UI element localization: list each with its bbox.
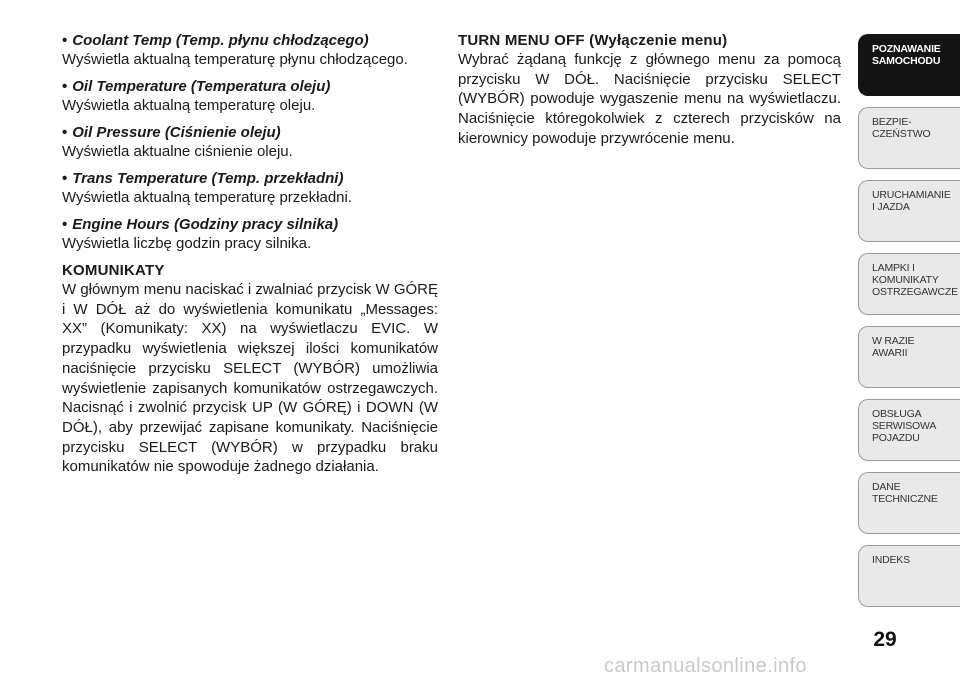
- section-title-turn-menu-off: TURN MENU OFF (Wyłączenie menu): [458, 32, 728, 49]
- bullet-icon: •: [62, 32, 68, 49]
- bullet-list: [62, 31, 438, 253]
- bullet-icon: •: [62, 216, 68, 233]
- bullet-title: • Engine Hours (Godziny pracy silnika): [62, 216, 339, 233]
- tab-dane-techniczne[interactable]: DANE TECHNICZNE: [858, 472, 960, 534]
- bullet-desc: Wyświetla aktualną temperaturę płynu chłodzącego.: [62, 51, 408, 68]
- right-column: [458, 31, 841, 149]
- section-text-turn-menu-off: Wybrać żądaną funkcję z głównego menu za pomocą przycisku W DÓŁ. Naciśnięcie przycisku SELECT (WYBÓR) powoduje wygaszenie menu na wyświetlaczu. Naciśnięcie któregokolwiek z czterech przycisków na kierownicy powoduje przywrócenie menu.: [458, 51, 841, 147]
- bullet-title: • Oil Temperature (Temperatura oleju): [62, 78, 331, 95]
- bullet-icon: •: [62, 78, 68, 95]
- section-text-komunikaty: W głównym menu naciskać i zwalniać przycisk W GÓRĘ i W DÓŁ aż do wyświetlenia komunikatu „Messages: XX” (Komunikaty: XX) na wyświetlaczu EVIC. W przypadku wyświetlenia większej ilości komunikatów naciśnięcie przycisku SELECT (WYBÓR) umożliwia wyświetlenie zapisanych komunikatów ostrzegawczych. Nacisnąć i zwolnić przycisk UP (W GÓRĘ) i DOWN (W DÓŁ), aby przewijać zapisane komunikaty. Naciśnięcie przycisku SELECT (WYBÓR) w przypadku braku komunikatów nie spowoduje żadnego działania.: [62, 281, 438, 476]
- bullet-desc: Wyświetla aktualne ciśnienie oleju.: [62, 143, 293, 160]
- section-title-komunikaty: KOMUNIKATY: [62, 262, 165, 279]
- bullet-desc: Wyświetla aktualną temperaturę oleju.: [62, 97, 316, 114]
- watermark: carmanualsonline.info: [604, 655, 807, 677]
- bullet-desc: Wyświetla aktualną temperaturę przekładni.: [62, 189, 353, 206]
- tab-indeks[interactable]: INDEKS: [858, 545, 960, 607]
- bullet-icon: •: [62, 170, 68, 187]
- tab-w-razie-awarii[interactable]: W RAZIE AWARII: [858, 326, 960, 388]
- page-number: 29: [873, 628, 897, 651]
- chapter-tabs: [858, 34, 960, 618]
- bullet-desc: Wyświetla liczbę godzin pracy silnika.: [62, 235, 312, 252]
- tab-obsluga-serwisowa[interactable]: OBSŁUGA SERWISOWA POJAZDU: [858, 399, 960, 461]
- tab-uruchamianie-i-jazda[interactable]: URUCHAMIANIE I JAZDA: [858, 180, 960, 242]
- bullet-title: • Coolant Temp (Temp. płynu chłodzącego): [62, 32, 369, 49]
- tab-bezpieczenstwo[interactable]: BEZPIE- CZEŃSTWO: [858, 107, 960, 169]
- bullet-title: • Trans Temperature (Temp. przekładni): [62, 170, 344, 187]
- left-column: [62, 31, 438, 477]
- tab-poznawanie-samochodu[interactable]: POZNAWANIE SAMOCHODU: [858, 34, 960, 96]
- tab-lampki-i-komunikaty[interactable]: LAMPKI I KOMUNIKATY OSTRZEGAWCZE: [858, 253, 960, 315]
- bullet-icon: •: [62, 124, 68, 141]
- bullet-title: • Oil Pressure (Ciśnienie oleju): [62, 124, 281, 141]
